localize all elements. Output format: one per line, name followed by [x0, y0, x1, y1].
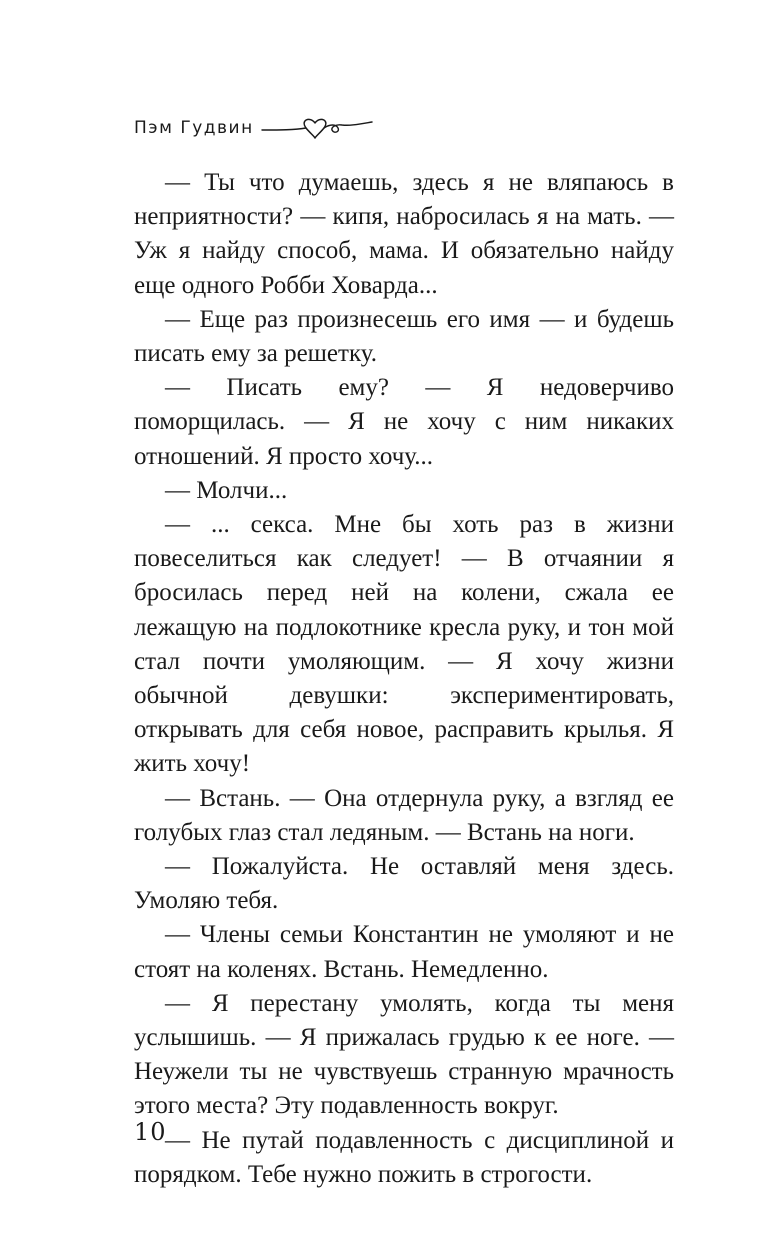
paragraph: — Молчи... — [165, 476, 288, 504]
paragraph: — Еще раз произнесешь его имя — и будешь писать ему за решетку. — [134, 305, 674, 368]
paragraph: — Члены семьи Константин не умоляют и не стоят на коленях. Встань. Немедленно. — [134, 921, 674, 983]
paragraph: — Пожалуйста. Не оставляй меня здесь. Умоляю тебя. — [134, 853, 674, 915]
running-head — [134, 108, 378, 148]
paragraph: — Ты что думаешь, здесь я не вляпаюсь в неприятности? — кипя, набросилась я на мать. — Уж я найду способ, мама. И обязательно найду еще одного Робби Ховарда... — [134, 169, 674, 299]
paragraph: — Не путай подавленность с дисциплиной и порядком. Тебе нужно пожить в строгости. — [134, 1126, 674, 1188]
body-text — [134, 166, 674, 1192]
author-name: Пэм Гудвин — [134, 118, 254, 138]
paragraph: — Встань. — Она отдернула руку, а взгляд ее голубых глаз стал ледяным. — Встань на ноги. — [134, 784, 674, 846]
heart-swirl-icon — [260, 112, 378, 147]
page-number: 10 — [134, 1118, 167, 1146]
paragraph: — Я перестану умолять, когда ты меня услышишь. — Я прижалась грудью к ее ноге. — Неужели ты не чувствуешь странную мрачность этого места? Эту подавленность вокруг. — [134, 989, 674, 1120]
paragraph: — Писать ему? — Я недоверчиво поморщилась. — Я не хочу с ним никаких отношений. Я просто хочу... — [134, 374, 674, 470]
paragraph: — ... секса. Мне бы хоть раз в жизни повеселиться как следует! — В отчаянии я бросилась перед ней на колени, сжала ее лежащую на подлокотнике кресла руку, и тон мой стал почти умоляющим. — Я хочу жизни обычной девушки: экспериментировать, открывать для себя новое, расправить крылья. Я жить хочу! — [134, 511, 674, 778]
